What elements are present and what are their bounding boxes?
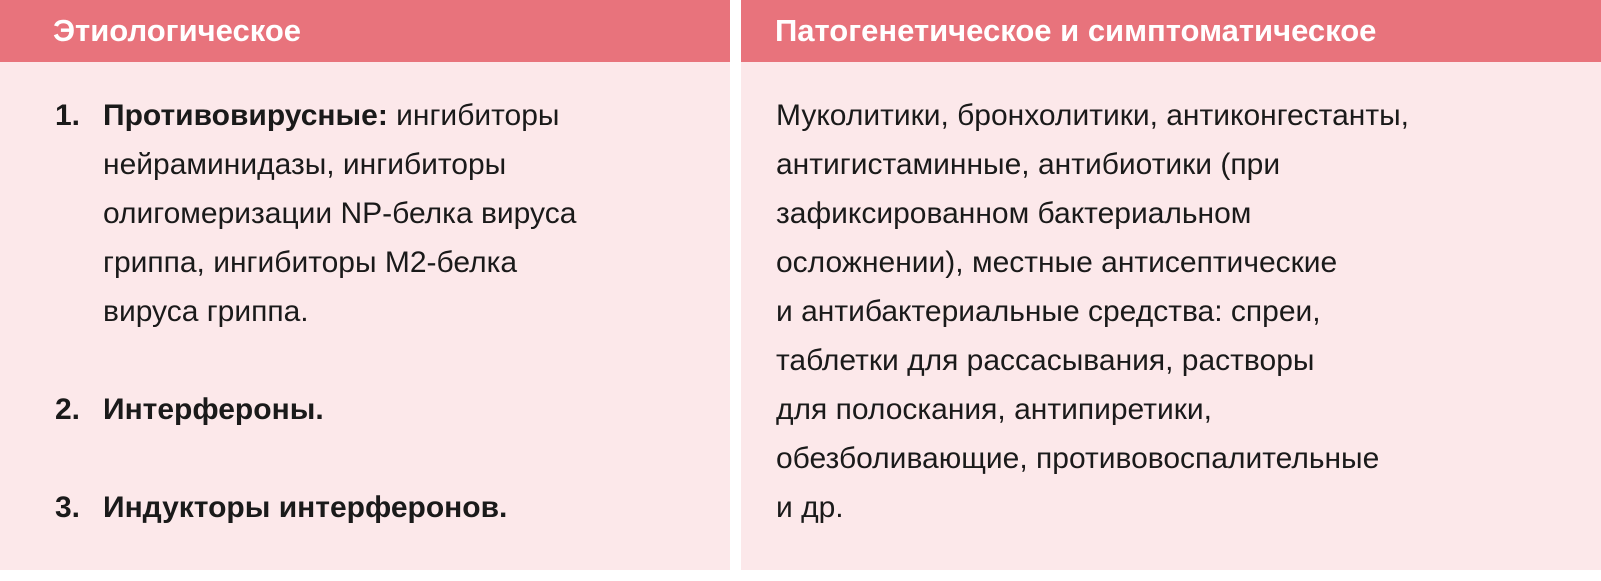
list-item-number: 1. xyxy=(55,99,81,132)
list-item-term: Интерфероны. xyxy=(103,393,324,426)
list-item-number: 3. xyxy=(55,491,81,524)
list-item-text: гриппа, ингибиторы M2-белка xyxy=(103,246,518,279)
list-item-term: Индукторы интерферонов. xyxy=(103,491,508,524)
text-line: антигистаминные, антибиотики (при xyxy=(776,148,1281,181)
list-item-term: Противовирусные: xyxy=(103,99,388,132)
list-item-text: вируса гриппа. xyxy=(103,295,309,328)
text-line: осложнении), местные антисептические xyxy=(776,246,1338,279)
etiological-list xyxy=(0,91,730,581)
text-line: и антибактериальные средства: спреи, xyxy=(776,295,1321,328)
text-line: Муколитики, бронхолитики, антиконгестанты, xyxy=(776,99,1409,132)
text-line: и др. xyxy=(776,491,844,524)
list-item-text: нейраминидазы, ингибиторы xyxy=(103,148,507,181)
pathogenetic-column xyxy=(741,0,1601,570)
etiological-column xyxy=(0,0,730,570)
list-item-text: ингибиторы xyxy=(387,99,560,132)
text-line: обезболивающие, противовоспалительные xyxy=(776,442,1380,475)
pathogenetic-column-header: Патогенетическое и симптоматическое xyxy=(741,0,1601,62)
text-line: зафиксированном бактериальном xyxy=(776,197,1252,230)
etiological-column-header: Этиологическое xyxy=(0,0,730,62)
list-item-text: олигомеризации NP-белка вируса xyxy=(103,197,577,230)
list-item-number: 2. xyxy=(55,393,81,426)
list-item-antivirals xyxy=(0,91,730,336)
text-line: таблетки для рассасывания, растворы xyxy=(776,344,1315,377)
text-line: для полоскания, антипиретики, xyxy=(776,393,1212,426)
list-item-interferons xyxy=(0,385,730,434)
list-item-interferon-inducers xyxy=(0,483,730,532)
pathogenetic-text xyxy=(776,91,1586,532)
